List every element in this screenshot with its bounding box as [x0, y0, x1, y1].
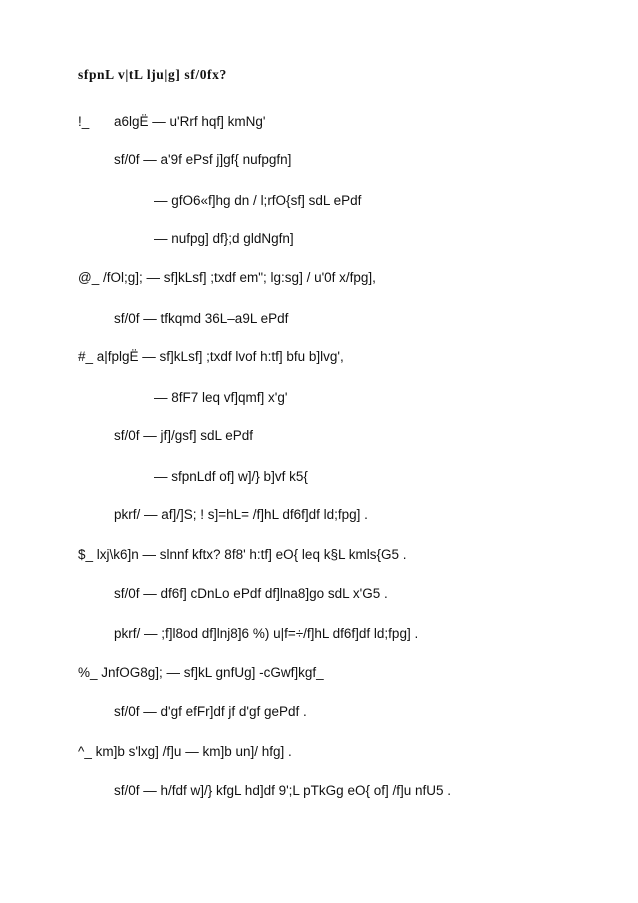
list-item-text: sf/0f — tfkqmd 36L–a9L ePdf [114, 311, 289, 326]
list-item-text: sf/0f — d'gf efFr]df jf d'gf gePdf . [114, 704, 307, 719]
list-item-text: — 8fF7 leq vf]qmf] x'g' [154, 390, 288, 405]
list-item-text: pkrf/ — af]/]S; ! s]=hL= /f]hL df6f]df ld;fpg] . [114, 507, 368, 522]
list-item-text: pkrf/ — ;f]l8od df]lnj8]6 %) u|f=÷/f]hL df6f]df ld;fpg] . [114, 626, 419, 641]
list-item-text: %_ JnfOG8g]; — sf]kL gnfUg] -cGwf]kgf_ [78, 665, 324, 680]
list-item-text: sf/0f — a'9f ePsf j]gf{ nufpgfn] [114, 152, 292, 167]
list-item-text: #_ a|fplgË — sf]kLsf] ;txdf lvof h:tf] bfu b]lvg', [78, 349, 344, 364]
list-item-prefix: !_ [78, 114, 90, 129]
list-item-text: $_ lxj\k6]n — slnnf kftx? 8f8' h:tf] eO{ leq k§L kmls{G5 . [78, 547, 407, 562]
list-item-text: sf/0f — df6f] cDnLo ePdf df]lna8]go sdL x'G5 . [114, 586, 388, 601]
list-item-text: ^_ km]b s'lxg] /f]u — km]b un]/ hfg] . [78, 744, 292, 759]
list-item-text: sf/0f — jf]/gsf] sdL ePdf [114, 428, 254, 443]
list-item-text: — nufpg] df};d gldNgfn] [154, 231, 294, 246]
document-title: sfpnL v|tL lju|g] sf/0fx? [78, 67, 227, 82]
list-item-text: @_ /fOl;g]; — sf]kLsf] ;txdf em"; lg:sg] / u'0f x/fpg], [78, 270, 376, 285]
list-item-text: a6lgË — u'Rrf hqf] kmNg' [114, 114, 266, 129]
list-item-text: — sfpnLdf of] w]/} b]vf k5{ [154, 469, 308, 484]
list-item-text: sf/0f — h/fdf w]/} kfgL hd]df 9';L pTkGg eO{ of] /f]u nfU5 . [114, 783, 451, 798]
list-item-text: — gfO6«f]hg dn / l;rfO{sf] sdL ePdf [154, 193, 362, 208]
